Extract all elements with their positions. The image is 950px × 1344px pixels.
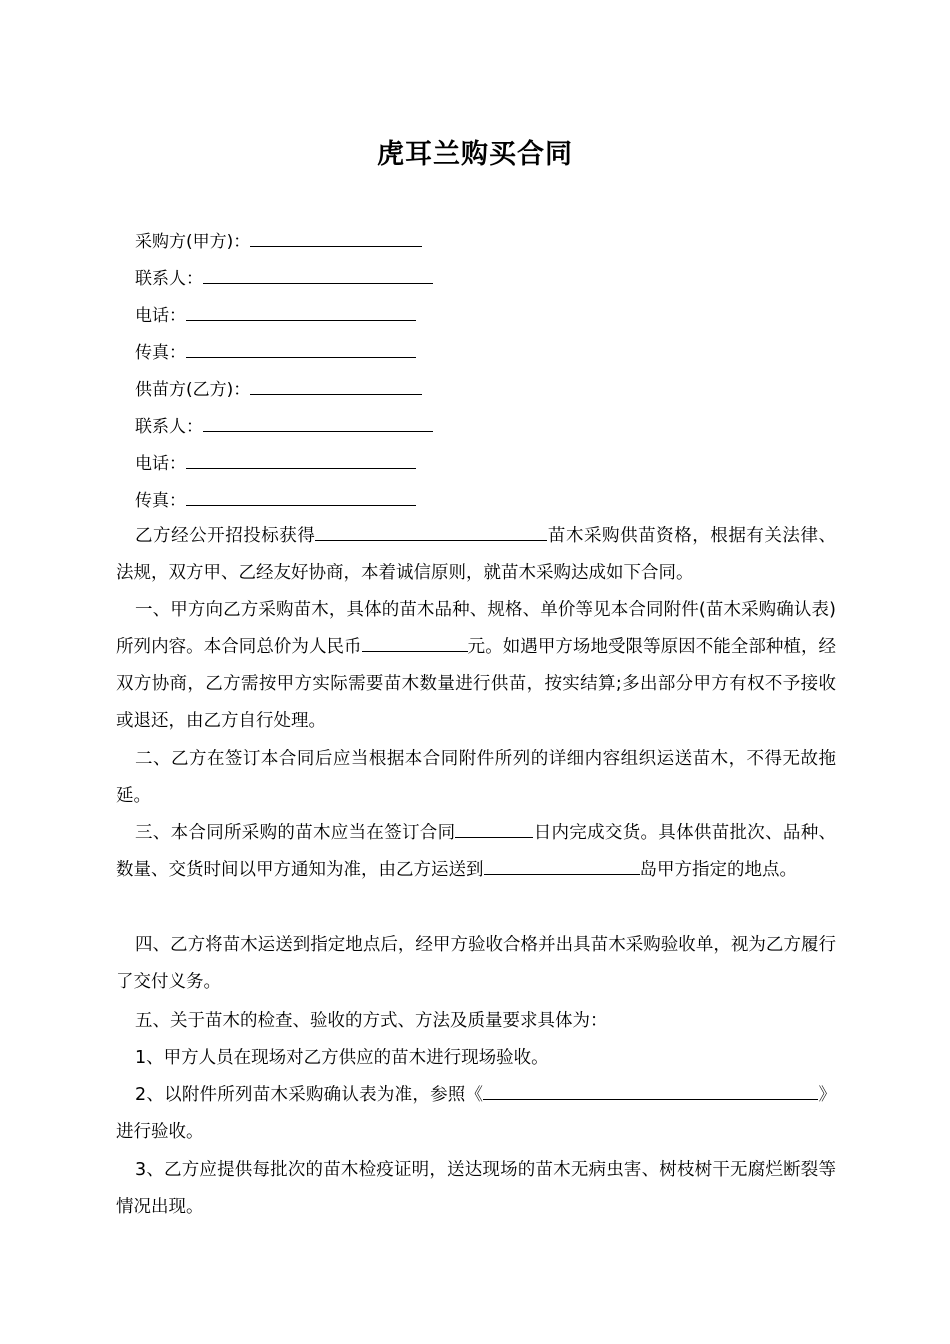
party-b-fax-blank[interactable] <box>186 487 416 506</box>
party-a-blank[interactable] <box>250 228 422 247</box>
intro-text-post: 苗木采购供苗资格，根据有关法律、法规，双方甲、乙经友好协商，本着诚信原则，就苗木采购达成如下合同。 <box>116 526 837 583</box>
party-b-phone-blank[interactable] <box>186 450 416 469</box>
party-b-phone-label: 电话： <box>135 454 186 474</box>
clause-3-text-pre: 三、本合同所采购的苗木应当在签订合同 <box>135 823 456 843</box>
party-a-contact-blank[interactable] <box>203 265 433 284</box>
clause-1 <box>116 592 836 740</box>
party-b-fax-label: 传真： <box>135 491 186 511</box>
delivery-location-blank[interactable] <box>484 858 640 875</box>
item-2-text-pre: 2、以附件所列苗木采购确认表为准，参照《 <box>135 1085 484 1105</box>
reference-standard-blank-tail[interactable] <box>808 1083 818 1100</box>
party-b-field <box>135 376 422 402</box>
party-b-label: 供苗方(乙方)： <box>135 380 251 400</box>
intro-paragraph <box>116 518 836 592</box>
total-price-blank[interactable] <box>362 635 468 652</box>
party-a-label: 采购方(甲方)： <box>135 232 251 252</box>
party-b-contact-field <box>135 413 433 439</box>
party-a-fax-blank[interactable] <box>186 339 416 358</box>
clause-5-item-2 <box>116 1077 836 1151</box>
party-a-phone-label: 电话： <box>135 306 186 326</box>
party-a-contact-label: 联系人： <box>135 269 203 289</box>
intro-text-pre: 乙方经公开招投标获得 <box>135 526 316 546</box>
item-2-text-post: 》进行验收。 <box>116 1085 836 1142</box>
party-b-blank[interactable] <box>250 376 422 395</box>
clause-5-item-3: 3、乙方应提供每批次的苗木检疫证明，送达现场的苗木无病虫害、树枝树干无腐烂断裂等情况出现。 <box>116 1160 836 1217</box>
party-b-contact-blank[interactable] <box>203 413 433 432</box>
intro-blank[interactable] <box>315 524 547 541</box>
clause-3 <box>116 815 836 889</box>
party-a-fax-field <box>135 339 416 365</box>
party-a-phone-blank[interactable] <box>186 302 416 321</box>
party-a-phone-field <box>135 302 416 328</box>
clause-5: 五、关于苗木的检查、验收的方式、方法及质量要求具体为： <box>135 1011 608 1031</box>
party-b-fax-field <box>135 487 416 513</box>
reference-standard-blank[interactable] <box>483 1083 808 1100</box>
party-a-fax-label: 传真： <box>135 343 186 363</box>
document-title: 虎耳兰购买合同 <box>377 139 573 170</box>
party-a-contact-field <box>135 265 433 291</box>
party-b-phone-field <box>135 450 416 476</box>
clause-3-text-post: 岛甲方指定的地点。 <box>639 860 797 880</box>
party-b-contact-label: 联系人： <box>135 417 203 437</box>
clause-1-text-post: 元。如遇甲方场地受限等原因不能全部种植，经双方协商，乙方需按甲方实际需要苗木数量进行供苗，按实结算;多出部分甲方有权不予接收或退还，由乙方自行处理。 <box>116 637 837 731</box>
clause-1-text-pre: 一、甲方向乙方采购苗木，具体的苗木品种、规格、单价等见本合同附件(苗木采购确认表)所列内容。本合同总价为人民币 <box>116 600 836 657</box>
delivery-days-blank[interactable] <box>455 821 533 838</box>
party-a-field <box>135 228 422 254</box>
clause-2: 二、乙方在签订本合同后应当根据本合同附件所列的详细内容组织运送苗木，不得无故拖延。 <box>116 749 836 806</box>
clause-5-item-1: 1、甲方人员在现场对乙方供应的苗木进行现场验收。 <box>135 1048 549 1068</box>
clause-3-text-mid: 日内完成交货。具体供苗批次、品种、数量、交货时间以甲方通知为准，由乙方运送到 <box>116 823 837 880</box>
clause-4: 四、乙方将苗木运送到指定地点后，经甲方验收合格并出具苗木采购验收单，视为乙方履行了交付义务。 <box>116 935 836 992</box>
